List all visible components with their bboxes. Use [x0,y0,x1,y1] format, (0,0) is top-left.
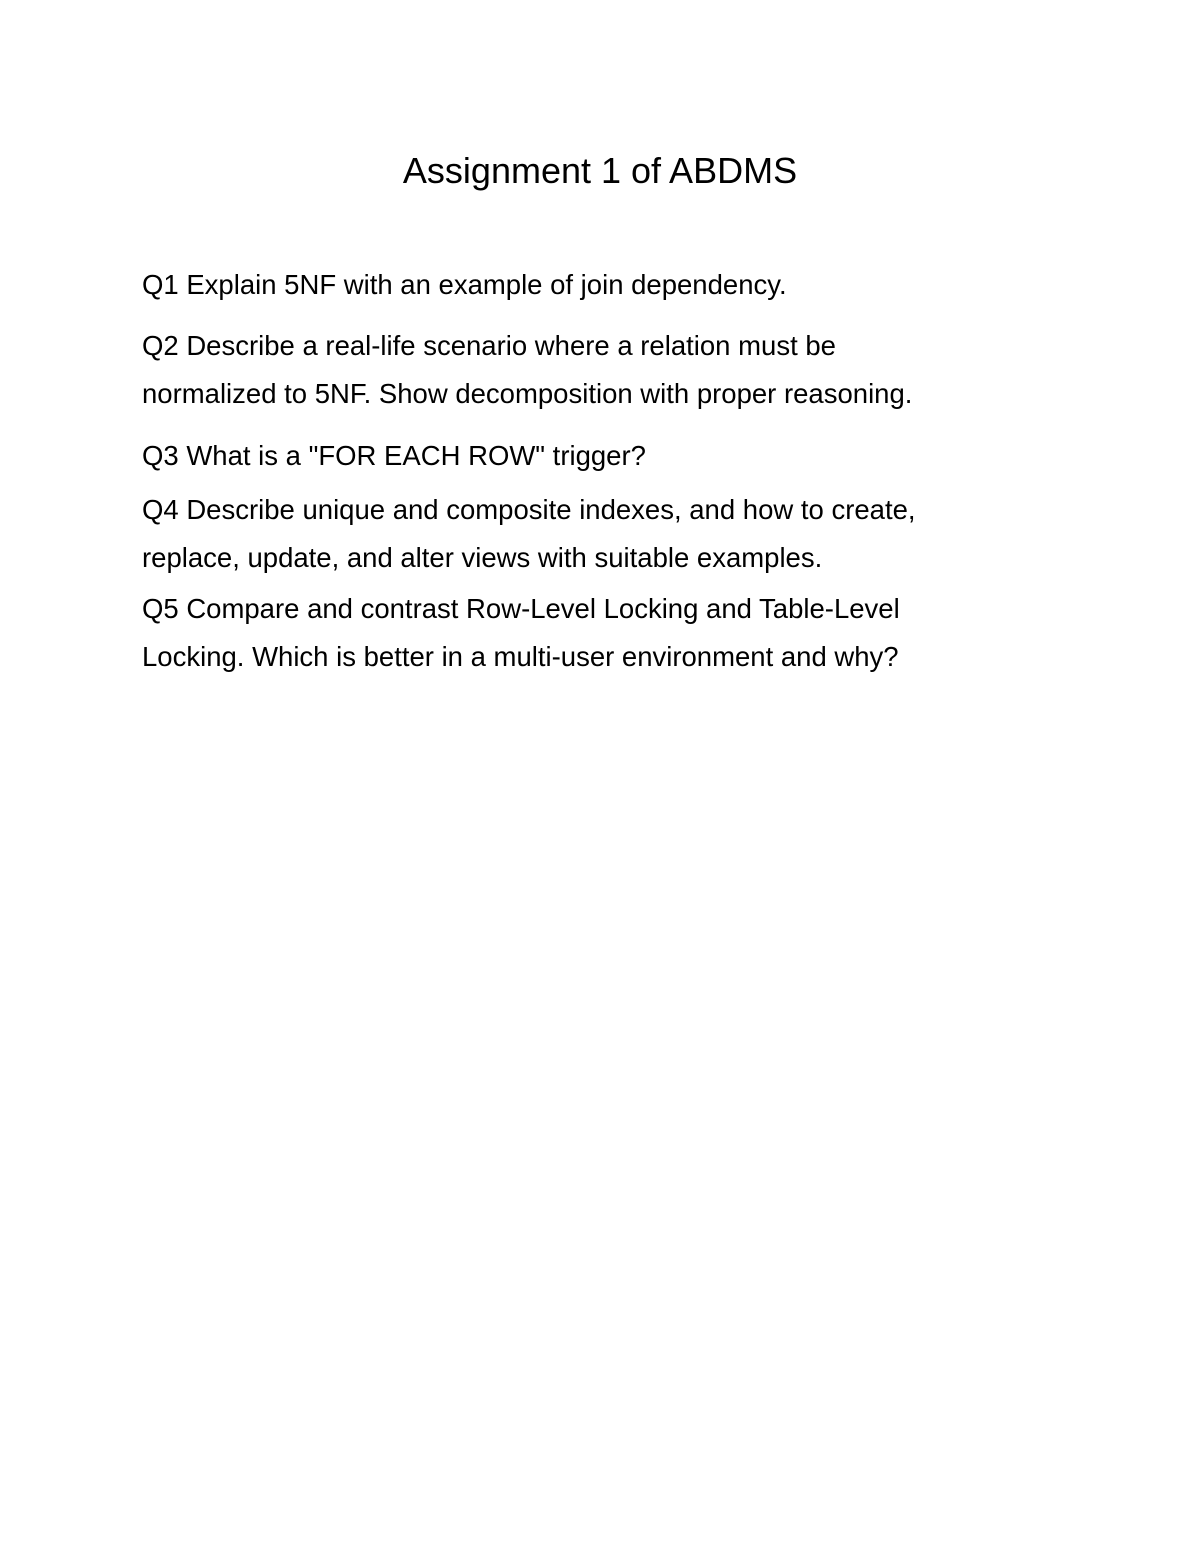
question-2 [142,322,1082,418]
question-1-line-1: Q1 Explain 5NF with an example of join dependency. [142,269,787,300]
question-2-line-1: Q2 Describe a real-life scenario where a relation must be [142,330,836,361]
question-3-line-1: Q3 What is a "FOR EACH ROW" trigger? [142,440,646,471]
question-5 [142,585,1082,681]
question-1 [142,261,1082,309]
question-4-line-1: Q4 Describe unique and composite indexes, and how to create, [142,494,916,525]
question-2-line-2: normalized to 5NF. Show decomposition with proper reasoning. [142,378,913,409]
question-3 [142,432,1082,480]
question-4-line-2: replace, update, and alter views with suitable examples. [142,542,823,573]
question-4 [142,486,1082,582]
document-title: Assignment 1 of ABDMS [402,150,798,191]
question-5-line-1: Q5 Compare and contrast Row-Level Locking and Table-Level [142,593,900,624]
question-5-line-2: Locking. Which is better in a multi-user environment and why? [142,641,899,672]
